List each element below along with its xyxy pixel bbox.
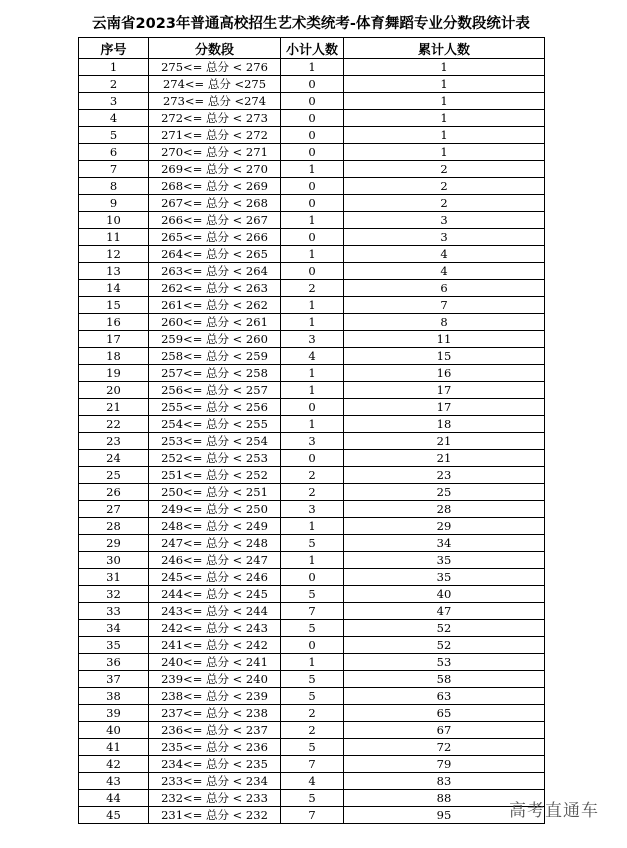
cell-score-range: 239<= 总分 < 240 [149, 671, 281, 688]
cell-score-range: 275<= 总分 < 276 [149, 59, 281, 76]
cell-cumulative: 7 [344, 297, 545, 314]
table-row [79, 382, 545, 399]
cell-subtotal: 0 [281, 144, 344, 161]
table-row [79, 552, 545, 569]
cell-seq: 37 [79, 671, 149, 688]
table-row [79, 705, 545, 722]
table-row [79, 671, 545, 688]
cell-cumulative: 1 [344, 93, 545, 110]
table-row [79, 484, 545, 501]
cell-seq: 23 [79, 433, 149, 450]
cell-score-range: 272<= 总分 < 273 [149, 110, 281, 127]
cell-subtotal: 4 [281, 348, 344, 365]
cell-seq: 21 [79, 399, 149, 416]
table-row [79, 110, 545, 127]
cell-subtotal: 1 [281, 297, 344, 314]
table-row [79, 535, 545, 552]
table-row [79, 450, 545, 467]
cell-cumulative: 88 [344, 790, 545, 807]
cell-seq: 45 [79, 807, 149, 824]
cell-score-range: 235<= 总分 < 236 [149, 739, 281, 756]
cell-cumulative: 79 [344, 756, 545, 773]
cell-cumulative: 52 [344, 637, 545, 654]
cell-seq: 4 [79, 110, 149, 127]
cell-seq: 9 [79, 195, 149, 212]
cell-seq: 11 [79, 229, 149, 246]
table-row [79, 518, 545, 535]
table-row [79, 501, 545, 518]
cell-score-range: 251<= 总分 < 252 [149, 467, 281, 484]
cell-score-range: 265<= 总分 < 266 [149, 229, 281, 246]
cell-cumulative: 47 [344, 603, 545, 620]
cell-score-range: 258<= 总分 < 259 [149, 348, 281, 365]
cell-score-range: 248<= 总分 < 249 [149, 518, 281, 535]
cell-seq: 40 [79, 722, 149, 739]
table-row [79, 620, 545, 637]
cell-subtotal: 5 [281, 790, 344, 807]
cell-seq: 26 [79, 484, 149, 501]
cell-score-range: 259<= 总分 < 260 [149, 331, 281, 348]
table-row [79, 807, 545, 824]
cell-seq: 20 [79, 382, 149, 399]
cell-subtotal: 0 [281, 178, 344, 195]
cell-seq: 30 [79, 552, 149, 569]
cell-cumulative: 83 [344, 773, 545, 790]
table-row [79, 229, 545, 246]
cell-cumulative: 17 [344, 382, 545, 399]
cell-cumulative: 2 [344, 161, 545, 178]
cell-score-range: 256<= 总分 < 257 [149, 382, 281, 399]
cell-seq: 18 [79, 348, 149, 365]
cell-score-range: 253<= 总分 < 254 [149, 433, 281, 450]
cell-score-range: 240<= 总分 < 241 [149, 654, 281, 671]
cell-score-range: 255<= 总分 < 256 [149, 399, 281, 416]
cell-score-range: 266<= 总分 < 267 [149, 212, 281, 229]
score-distribution-table [78, 37, 545, 824]
cell-subtotal: 2 [281, 722, 344, 739]
cell-score-range: 245<= 总分 < 246 [149, 569, 281, 586]
watermark: 高考直通车 [509, 801, 599, 821]
cell-subtotal: 0 [281, 127, 344, 144]
cell-subtotal: 0 [281, 93, 344, 110]
table-row [79, 297, 545, 314]
cell-subtotal: 1 [281, 654, 344, 671]
table-row [79, 722, 545, 739]
cell-subtotal: 2 [281, 484, 344, 501]
cell-cumulative: 8 [344, 314, 545, 331]
table-row [79, 586, 545, 603]
cell-subtotal: 3 [281, 331, 344, 348]
cell-score-range: 241<= 总分 < 242 [149, 637, 281, 654]
cell-cumulative: 17 [344, 399, 545, 416]
table-row [79, 637, 545, 654]
cell-cumulative: 2 [344, 195, 545, 212]
cell-cumulative: 1 [344, 127, 545, 144]
cell-score-range: 262<= 总分 < 263 [149, 280, 281, 297]
cell-cumulative: 63 [344, 688, 545, 705]
cell-cumulative: 29 [344, 518, 545, 535]
cell-seq: 36 [79, 654, 149, 671]
cell-seq: 17 [79, 331, 149, 348]
cell-cumulative: 95 [344, 807, 545, 824]
table-row [79, 739, 545, 756]
cell-seq: 44 [79, 790, 149, 807]
cell-seq: 25 [79, 467, 149, 484]
cell-score-range: 232<= 总分 < 233 [149, 790, 281, 807]
table-row [79, 212, 545, 229]
cell-subtotal: 7 [281, 756, 344, 773]
cell-seq: 22 [79, 416, 149, 433]
cell-seq: 6 [79, 144, 149, 161]
table-row [79, 688, 545, 705]
table-row [79, 331, 545, 348]
cell-seq: 19 [79, 365, 149, 382]
cell-cumulative: 11 [344, 331, 545, 348]
cell-subtotal: 1 [281, 552, 344, 569]
cell-subtotal: 0 [281, 569, 344, 586]
cell-subtotal: 1 [281, 365, 344, 382]
cell-seq: 29 [79, 535, 149, 552]
cell-subtotal: 0 [281, 637, 344, 654]
header-score-range: 分数段 [149, 38, 281, 59]
table-row [79, 416, 545, 433]
cell-subtotal: 3 [281, 433, 344, 450]
cell-score-range: 234<= 总分 < 235 [149, 756, 281, 773]
table-row [79, 76, 545, 93]
cell-cumulative: 4 [344, 263, 545, 280]
cell-subtotal: 1 [281, 416, 344, 433]
cell-seq: 39 [79, 705, 149, 722]
cell-seq: 41 [79, 739, 149, 756]
cell-cumulative: 4 [344, 246, 545, 263]
cell-subtotal: 2 [281, 280, 344, 297]
cell-subtotal: 0 [281, 195, 344, 212]
cell-seq: 35 [79, 637, 149, 654]
cell-cumulative: 67 [344, 722, 545, 739]
cell-score-range: 249<= 总分 < 250 [149, 501, 281, 518]
cell-cumulative: 3 [344, 229, 545, 246]
table-body [79, 59, 545, 824]
cell-score-range: 257<= 总分 < 258 [149, 365, 281, 382]
cell-score-range: 233<= 总分 < 234 [149, 773, 281, 790]
table-header-row [79, 38, 545, 59]
cell-score-range: 250<= 总分 < 251 [149, 484, 281, 501]
cell-score-range: 237<= 总分 < 238 [149, 705, 281, 722]
cell-subtotal: 4 [281, 773, 344, 790]
cell-seq: 15 [79, 297, 149, 314]
cell-seq: 31 [79, 569, 149, 586]
cell-cumulative: 1 [344, 110, 545, 127]
cell-seq: 34 [79, 620, 149, 637]
cell-seq: 24 [79, 450, 149, 467]
cell-score-range: 273<= 总分 <274 [149, 93, 281, 110]
table-row [79, 569, 545, 586]
cell-seq: 5 [79, 127, 149, 144]
cell-cumulative: 21 [344, 450, 545, 467]
cell-subtotal: 1 [281, 518, 344, 535]
cell-score-range: 236<= 总分 < 237 [149, 722, 281, 739]
cell-seq: 12 [79, 246, 149, 263]
cell-cumulative: 52 [344, 620, 545, 637]
cell-subtotal: 1 [281, 246, 344, 263]
cell-score-range: 271<= 总分 < 272 [149, 127, 281, 144]
cell-cumulative: 21 [344, 433, 545, 450]
cell-subtotal: 1 [281, 212, 344, 229]
table-row [79, 280, 545, 297]
cell-seq: 10 [79, 212, 149, 229]
cell-score-range: 263<= 总分 < 264 [149, 263, 281, 280]
cell-cumulative: 15 [344, 348, 545, 365]
table-row [79, 144, 545, 161]
cell-seq: 13 [79, 263, 149, 280]
table-row [79, 127, 545, 144]
cell-cumulative: 23 [344, 467, 545, 484]
cell-subtotal: 0 [281, 399, 344, 416]
cell-cumulative: 2 [344, 178, 545, 195]
cell-seq: 1 [79, 59, 149, 76]
table-row [79, 178, 545, 195]
table-row [79, 161, 545, 178]
header-cumulative: 累计人数 [344, 38, 545, 59]
cell-subtotal: 2 [281, 705, 344, 722]
cell-subtotal: 1 [281, 59, 344, 76]
cell-score-range: 269<= 总分 < 270 [149, 161, 281, 178]
cell-subtotal: 7 [281, 603, 344, 620]
cell-seq: 43 [79, 773, 149, 790]
table-row [79, 603, 545, 620]
cell-subtotal: 3 [281, 501, 344, 518]
cell-cumulative: 1 [344, 59, 545, 76]
table-row [79, 195, 545, 212]
header-subtotal: 小计人数 [281, 38, 344, 59]
table-row [79, 314, 545, 331]
cell-score-range: 242<= 总分 < 243 [149, 620, 281, 637]
cell-subtotal: 1 [281, 161, 344, 178]
cell-seq: 14 [79, 280, 149, 297]
cell-cumulative: 72 [344, 739, 545, 756]
table-row [79, 433, 545, 450]
cell-cumulative: 18 [344, 416, 545, 433]
table-row [79, 756, 545, 773]
cell-score-range: 246<= 总分 < 247 [149, 552, 281, 569]
page-title: 云南省2023年普通高校招生艺术类统考-体育舞蹈专业分数段统计表 [92, 16, 530, 32]
cell-subtotal: 0 [281, 110, 344, 127]
cell-score-range: 231<= 总分 < 232 [149, 807, 281, 824]
table-row [79, 246, 545, 263]
cell-cumulative: 65 [344, 705, 545, 722]
cell-score-range: 252<= 总分 < 253 [149, 450, 281, 467]
table-row [79, 654, 545, 671]
cell-cumulative: 35 [344, 552, 545, 569]
cell-seq: 8 [79, 178, 149, 195]
cell-subtotal: 7 [281, 807, 344, 824]
cell-cumulative: 58 [344, 671, 545, 688]
cell-seq: 38 [79, 688, 149, 705]
cell-cumulative: 40 [344, 586, 545, 603]
cell-cumulative: 35 [344, 569, 545, 586]
cell-score-range: 267<= 总分 < 268 [149, 195, 281, 212]
cell-subtotal: 0 [281, 76, 344, 93]
cell-subtotal: 2 [281, 467, 344, 484]
cell-score-range: 274<= 总分 <275 [149, 76, 281, 93]
cell-seq: 28 [79, 518, 149, 535]
cell-score-range: 270<= 总分 < 271 [149, 144, 281, 161]
cell-score-range: 261<= 总分 < 262 [149, 297, 281, 314]
cell-cumulative: 16 [344, 365, 545, 382]
table-row [79, 467, 545, 484]
table-row [79, 773, 545, 790]
cell-subtotal: 1 [281, 382, 344, 399]
table-row [79, 348, 545, 365]
cell-subtotal: 0 [281, 229, 344, 246]
cell-subtotal: 0 [281, 450, 344, 467]
cell-seq: 7 [79, 161, 149, 178]
cell-cumulative: 1 [344, 144, 545, 161]
cell-score-range: 247<= 总分 < 248 [149, 535, 281, 552]
cell-seq: 42 [79, 756, 149, 773]
cell-seq: 32 [79, 586, 149, 603]
cell-seq: 27 [79, 501, 149, 518]
cell-subtotal: 5 [281, 739, 344, 756]
cell-score-range: 260<= 总分 < 261 [149, 314, 281, 331]
cell-score-range: 243<= 总分 < 244 [149, 603, 281, 620]
cell-subtotal: 5 [281, 535, 344, 552]
cell-score-range: 268<= 总分 < 269 [149, 178, 281, 195]
cell-score-range: 238<= 总分 < 239 [149, 688, 281, 705]
cell-score-range: 254<= 总分 < 255 [149, 416, 281, 433]
table-row [79, 263, 545, 280]
cell-seq: 3 [79, 93, 149, 110]
cell-subtotal: 5 [281, 671, 344, 688]
cell-score-range: 244<= 总分 < 245 [149, 586, 281, 603]
cell-subtotal: 5 [281, 620, 344, 637]
cell-cumulative: 1 [344, 76, 545, 93]
table-row [79, 365, 545, 382]
cell-cumulative: 28 [344, 501, 545, 518]
cell-subtotal: 5 [281, 688, 344, 705]
cell-subtotal: 0 [281, 263, 344, 280]
cell-subtotal: 5 [281, 586, 344, 603]
cell-seq: 33 [79, 603, 149, 620]
cell-cumulative: 34 [344, 535, 545, 552]
table-row [79, 59, 545, 76]
table-row [79, 93, 545, 110]
cell-cumulative: 3 [344, 212, 545, 229]
cell-cumulative: 53 [344, 654, 545, 671]
cell-cumulative: 25 [344, 484, 545, 501]
cell-cumulative: 6 [344, 280, 545, 297]
cell-seq: 2 [79, 76, 149, 93]
table-row [79, 790, 545, 807]
table-row [79, 399, 545, 416]
header-seq: 序号 [79, 38, 149, 59]
cell-subtotal: 1 [281, 314, 344, 331]
cell-score-range: 264<= 总分 < 265 [149, 246, 281, 263]
cell-seq: 16 [79, 314, 149, 331]
